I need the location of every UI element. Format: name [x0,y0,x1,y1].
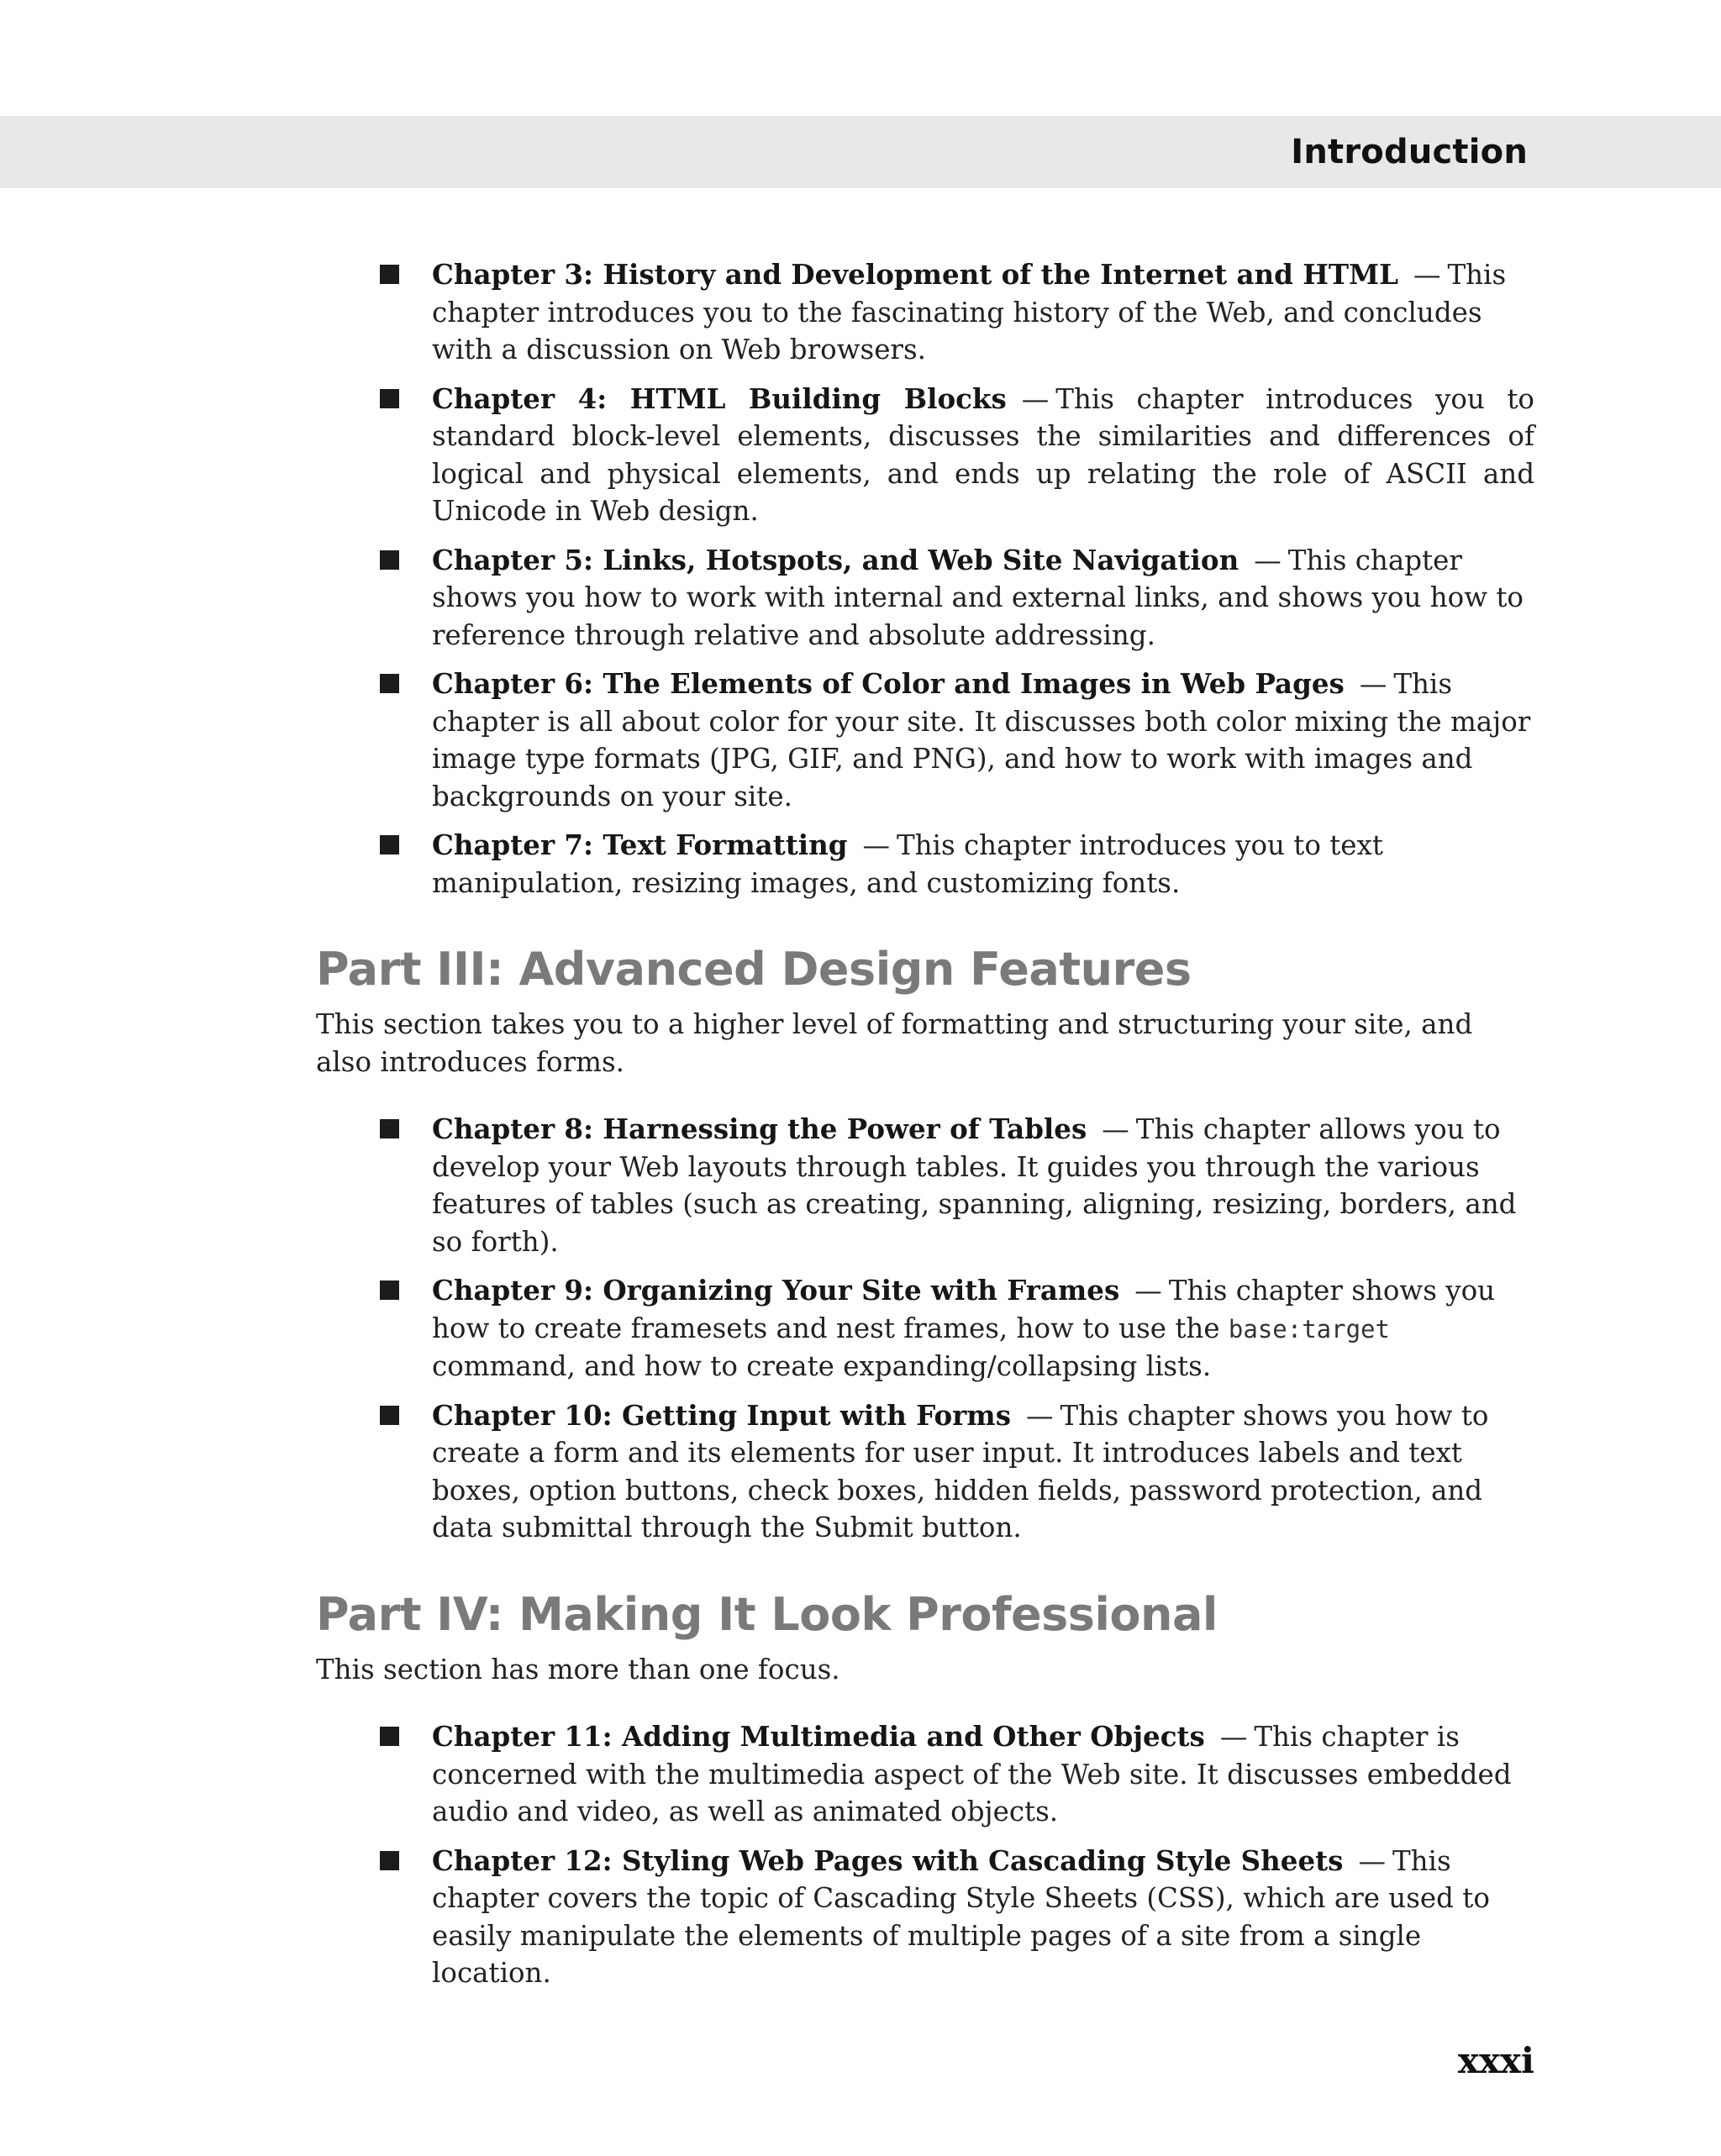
square-bullet-icon [380,389,399,408]
square-bullet-icon [380,835,399,855]
chapter-description: This chapter shows you how to create a form and its elements for user input. It introduces labels and text boxes, option buttons, check boxes, hidden fields, password protection, and data submittal through the Submit button. [432,1399,1489,1543]
em-dash: — [1254,544,1282,576]
chapter-list-part2 [316,256,1534,902]
chapter-description: This chapter shows you how to work with internal and external links, and shows you how to reference through relative and absolute addressing. [432,544,1524,651]
em-dash: — [1134,1275,1162,1307]
chapter-item-9 [432,1272,1534,1386]
chapter-item-10 [432,1397,1534,1547]
em-dash: — [1358,1844,1386,1877]
chapter-title: Chapter 7: Text Formatting [432,828,848,861]
square-bullet-icon [380,1280,399,1300]
em-dash: — [1026,1399,1054,1432]
chapter-description: This chapter covers the topic of Cascading Style Sheets (CSS), which are used to easily manipulate the elements of multiple pages of a site from a single location. [432,1844,1490,1989]
em-dash: — [1021,382,1050,415]
chapter-item-4 [432,381,1534,530]
chapter-title: Chapter 10: Getting Input with Forms [432,1398,1011,1432]
chapter-title: Chapter 6: The Elements of Color and Images in Web Pages [432,667,1345,700]
chapter-title: Chapter 11: Adding Multimedia and Other Objects [432,1720,1205,1753]
em-dash: — [1413,259,1441,291]
part-intro-3: This section takes you to a higher level of formatting and structuring your site, and also introduces forms. [316,1008,1473,1078]
chapter-item-8 [432,1111,1534,1260]
chapter-title: Chapter 12: Styling Web Pages with Cascading Style Sheets [432,1843,1344,1877]
part-heading-4: Part IV: Making It Look Professional [316,1587,1218,1641]
chapter-description-part1: This chapter shows you how to create framesets and nest frames, how to use the [432,1275,1496,1344]
chapter-title: Chapter 5: Links, Hotspots, and Web Site Navigation [432,543,1239,576]
em-dash: — [862,829,890,861]
chapter-item-5 [432,542,1534,655]
chapter-item-7 [432,827,1534,902]
square-bullet-icon [380,1406,399,1425]
square-bullet-icon [380,550,399,570]
page-body [316,256,1534,2004]
chapter-description: This chapter is concerned with the multimedia aspect of the Web site. It discusses embedded audio and video, as well as animated objects. [432,1721,1512,1827]
em-dash: — [1102,1113,1129,1145]
square-bullet-icon [380,265,399,284]
square-bullet-icon [380,1851,399,1870]
square-bullet-icon [380,1727,399,1746]
chapter-title: Chapter 4: HTML Building Blocks [432,381,1007,415]
chapter-item-6 [432,665,1534,815]
chapter-title: Chapter 8: Harnessing the Power of Tables [432,1112,1087,1145]
chapter-list-part3 [316,1111,1534,1547]
part-heading-3: Part III: Advanced Design Features [316,943,1192,996]
chapter-description: This chapter allows you to develop your Web layouts through tables. It guides you through the various features of tables (such as creating, spanning, aligning, resizing, borders, and so forth). [432,1113,1517,1258]
square-bullet-icon [380,674,399,693]
chapter-description-part2: command, and how to create expanding/collapsing lists. [432,1350,1212,1382]
chapter-item-12 [432,1843,1534,1992]
chapter-item-3 [432,256,1534,369]
chapter-description: This chapter introduces you to standard block-level elements, discusses the similarities and differences of logical and physical elements, and ends up relating the role of ASCII and Unicode in Web design. [432,382,1534,527]
page-number: xxxi [1457,2040,1534,2081]
chapter-title: Chapter 9: Organizing Your Site with Frames [432,1274,1120,1307]
chapter-title: Chapter 3: History and Development of the Internet and HTML [432,258,1398,291]
chapter-description: This chapter is all about color for your site. It discusses both color mixing the major image type formats (JPG, GIF, and PNG), and how to work with images and backgrounds on your site. [432,668,1531,812]
code-snippet: base:target [1228,1314,1390,1344]
part-intro-4: This section has more than one focus. [316,1653,840,1685]
em-dash: — [1219,1721,1248,1753]
chapter-list-part4 [316,1718,1534,1992]
running-head: Introduction [1291,133,1528,171]
em-dash: — [1359,668,1387,700]
chapter-description: This chapter introduces you to text manipulation, resizing images, and customizing fonts. [432,829,1383,899]
chapter-item-11 [432,1718,1534,1831]
square-bullet-icon [380,1119,399,1138]
chapter-description: This chapter introduces you to the fascinating history of the Web, and concludes with a discussion on Web browsers. [432,259,1507,365]
